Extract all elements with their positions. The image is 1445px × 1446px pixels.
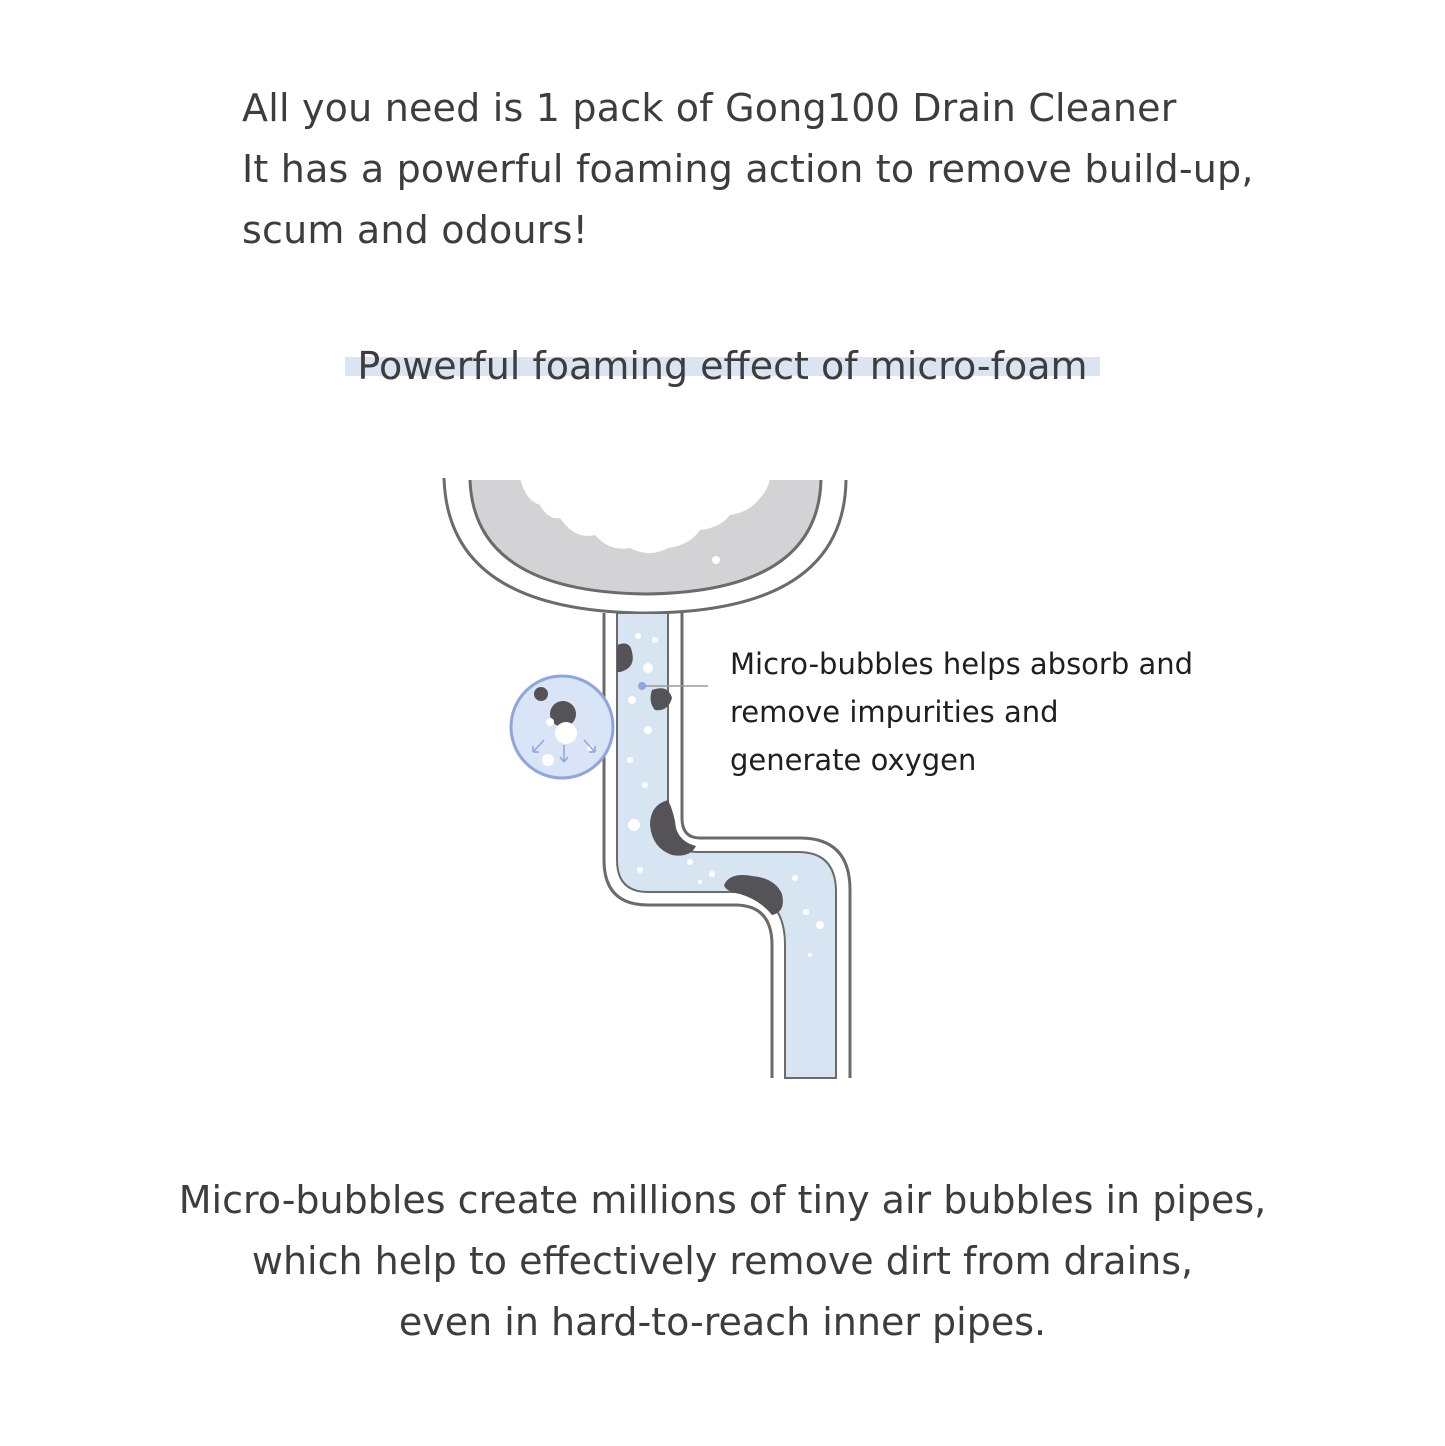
subtitle bbox=[345, 340, 1099, 392]
magnifier-bubble-icon bbox=[511, 676, 613, 778]
callout-line-1: Micro-bubbles helps absorb and bbox=[730, 647, 1194, 681]
sink-bowl bbox=[444, 478, 846, 613]
callout-line-3: generate oxygen bbox=[730, 743, 977, 777]
footer-line-1: Micro-bubbles create millions of tiny air bubbles in pipes, bbox=[178, 1178, 1267, 1222]
footer-text bbox=[0, 1170, 1445, 1353]
footer-line-3: even in hard-to-reach inner pipes. bbox=[398, 1300, 1047, 1344]
callout-text bbox=[730, 640, 1193, 784]
callout-line-2: remove impurities and bbox=[730, 695, 1059, 729]
footer-line-2: which help to effectively remove dirt from drains, bbox=[251, 1239, 1194, 1283]
subtitle-text: Powerful foaming effect of micro-foam bbox=[357, 344, 1088, 388]
intro-line-1: All you need is 1 pack of Gong100 Drain Cleaner bbox=[242, 86, 1177, 130]
intro-line-3: scum and odours! bbox=[242, 208, 588, 252]
intro-line-2: It has a powerful foaming action to remove build-up, bbox=[242, 147, 1254, 191]
